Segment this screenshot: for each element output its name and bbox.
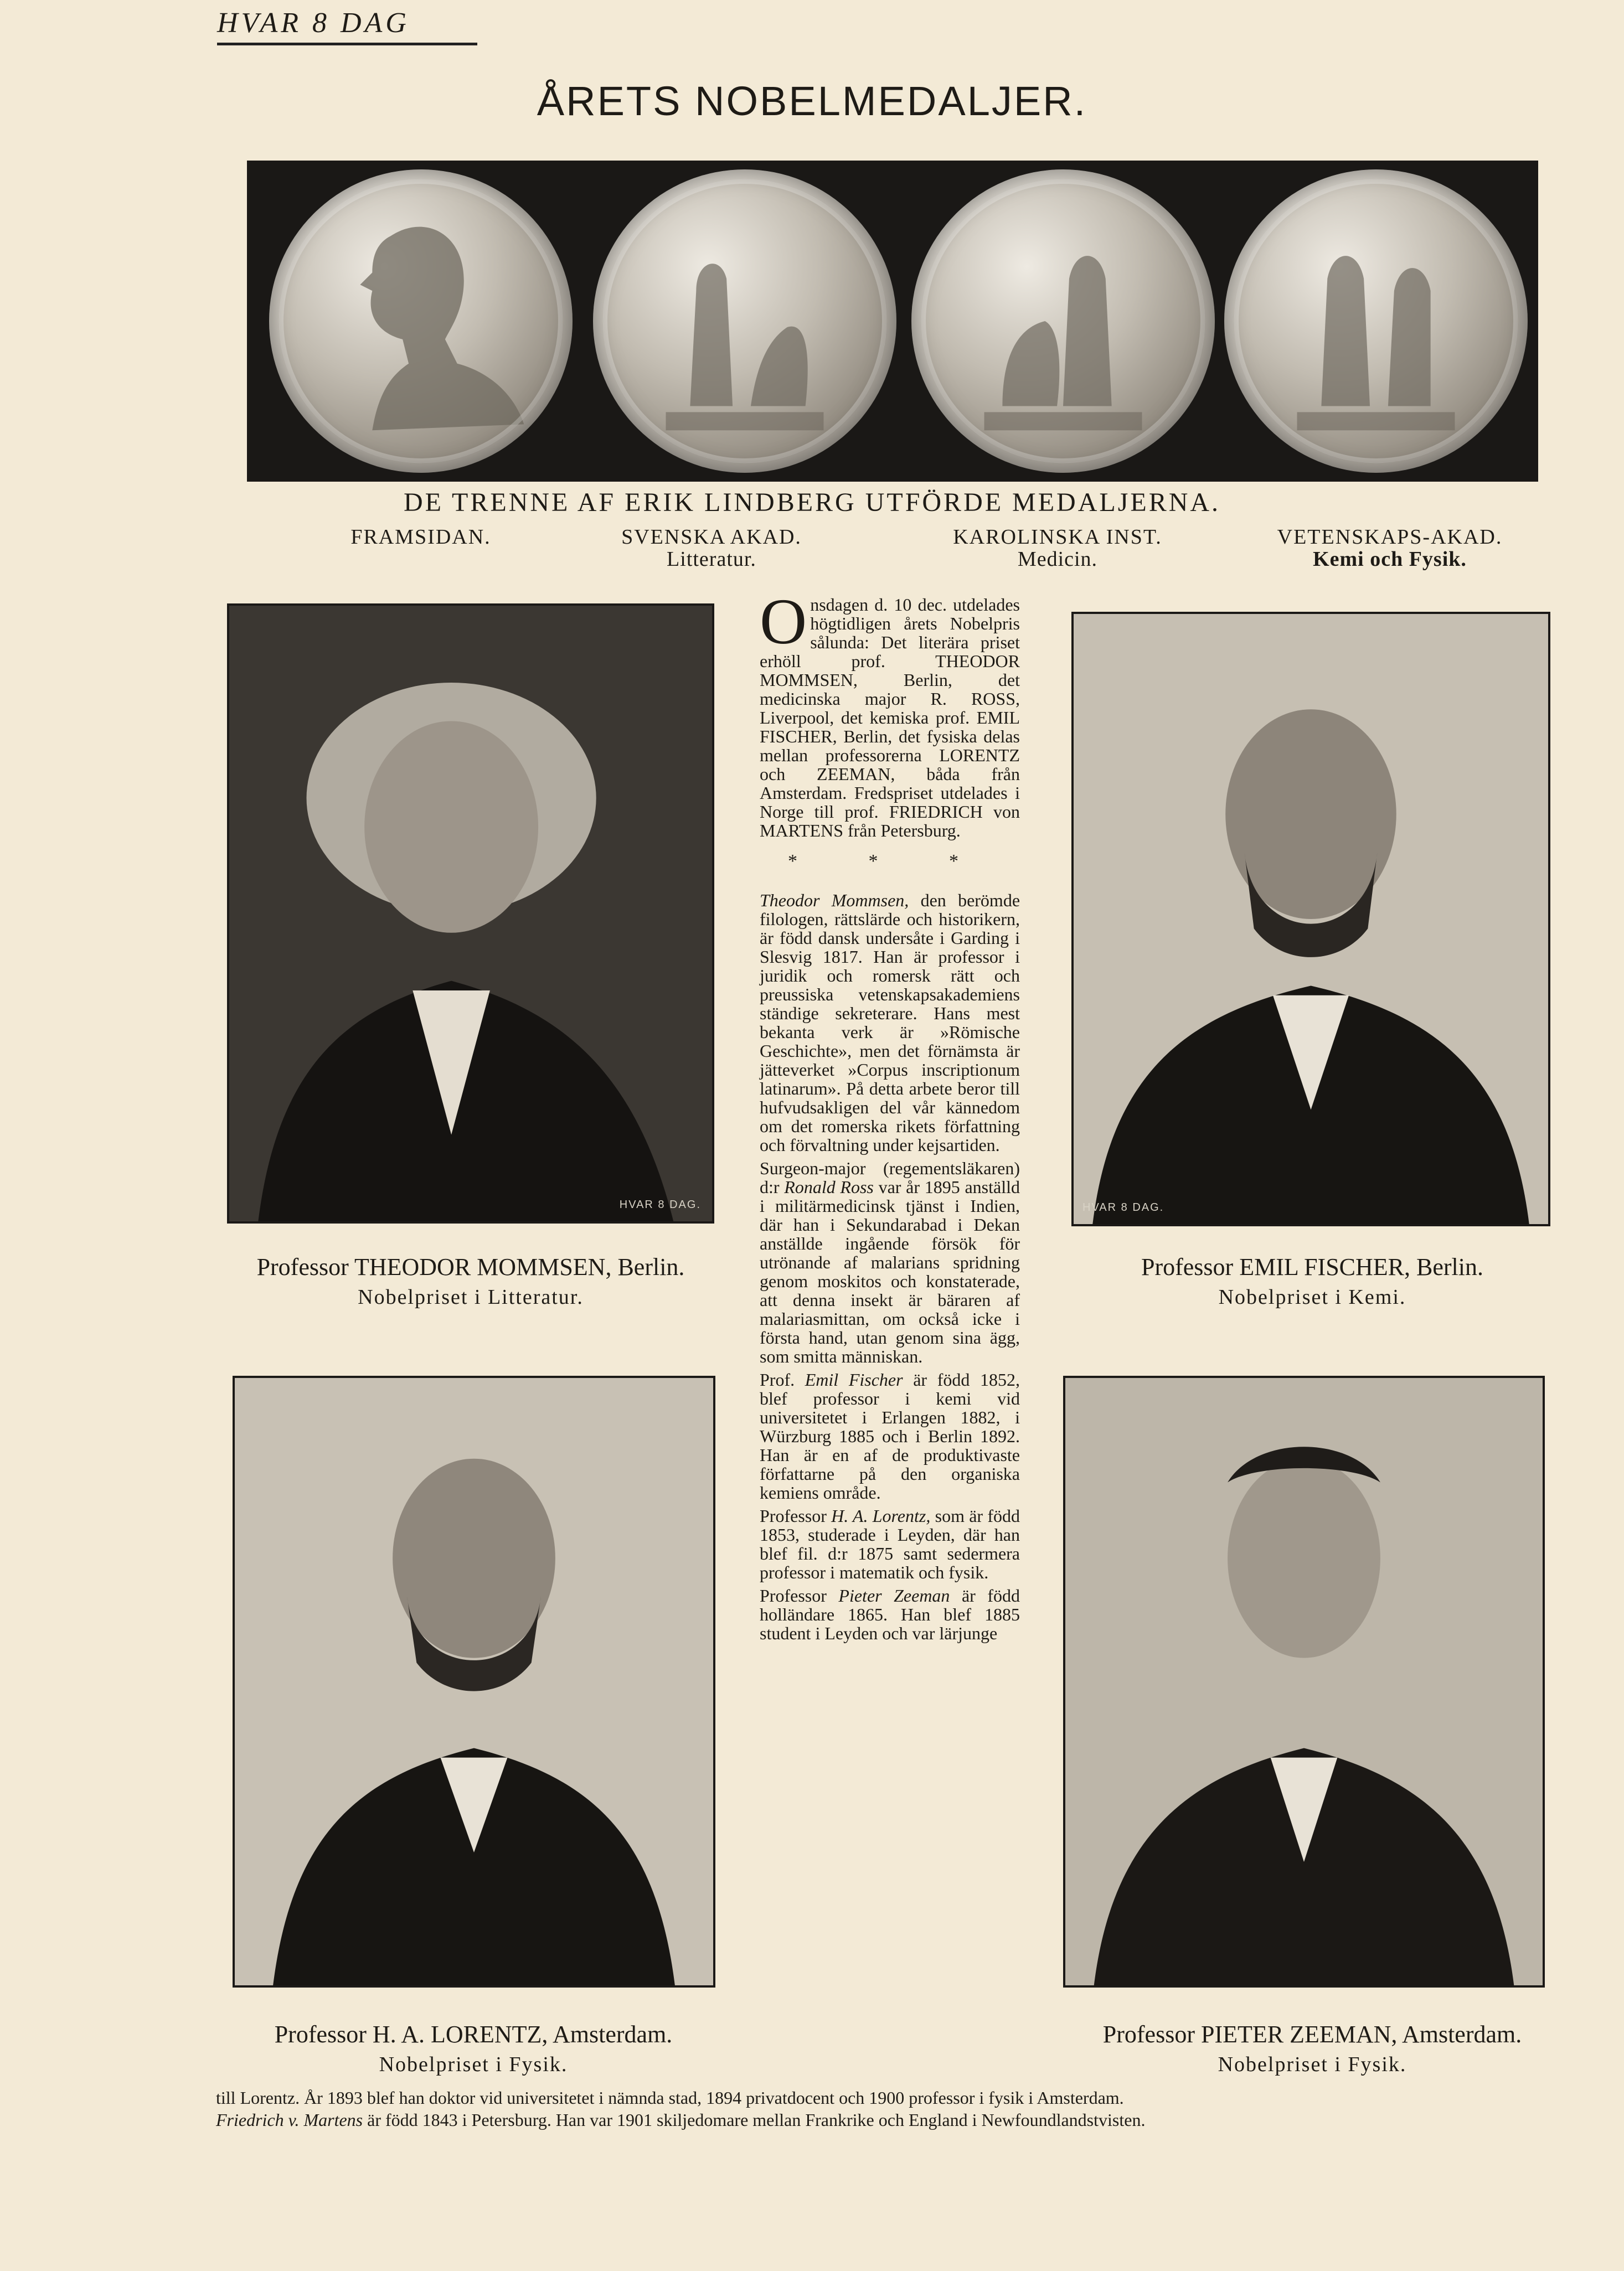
lorentz-prize: Nobelpriset i Fysik. (379, 2053, 568, 2076)
zeeman-pre: Professor (760, 1586, 827, 1606)
section-divider: * * * (788, 851, 992, 871)
fischer-paragraph (760, 1370, 1020, 1502)
article-intro (760, 585, 1020, 840)
medal-label-sub: Kemi och Fysik. (1313, 548, 1467, 571)
fischer-prize: Nobelpriset i Kemi. (1218, 1286, 1406, 1309)
fischer-pre: Prof. (760, 1370, 795, 1390)
medal-kemi-fysik-image (1224, 169, 1528, 473)
zeeman-photo (1063, 1376, 1545, 1988)
lorentz-name-italic: H. A. Lorentz, (831, 1506, 931, 1526)
mommsen-name: Professor THEODOR MOMMSEN, Berlin. (256, 1253, 685, 1281)
ross-text: var år 1895 anställd i militärmedicinsk tjänst i Indien, där han i Sekundarabad i Dekan anställde ingående försök för utrönande af malarians spridning genom moskitos och konstaterade, att denna insekt är bäraren af malariasmittan, om också icke i första hand, utan genom sina ägg, som smitta människan. (760, 1177, 1020, 1366)
medal-litteratur-image (593, 169, 896, 473)
fischer-name: Professor EMIL FISCHER, Berlin. (1141, 1253, 1484, 1281)
mommsen-photo (227, 603, 714, 1224)
mommsen-prize: Nobelpriset i Litteratur. (358, 1286, 584, 1309)
mommsen-caption (199, 1252, 742, 1312)
article-column (760, 585, 1020, 1647)
ross-pre: Surgeon-major (regementsläkaren) d:r (760, 1158, 1020, 1197)
zeeman-name: Professor PIETER ZEEMAN, Amsterdam. (1102, 2021, 1522, 2048)
lorentz-paragraph (760, 1506, 1020, 1582)
medal-label-kemi-fysik (1235, 526, 1545, 570)
medal-label-text: VETENSKAPS-AKAD. (1277, 525, 1503, 549)
medal-strip (247, 161, 1538, 482)
medal-label-litteratur (556, 526, 867, 570)
dropcap: O (760, 585, 807, 658)
medal-medicin-image (911, 169, 1215, 473)
footer-line-1: till Lorentz. År 1893 blef han doktor vid universitetet i nämnda stad, 1894 privatdocent och 1900 professor i fysik i Amsterdam. (216, 2088, 1124, 2108)
page-title: ÅRETS NOBELMEDALJER. (537, 78, 1087, 124)
ross-name-italic: Ronald Ross (784, 1177, 874, 1197)
medal-label-framsidan (266, 526, 576, 548)
zeeman-prize: Nobelpriset i Fysik. (1218, 2053, 1407, 2076)
medal-label-text: SVENSKA AKAD. (621, 525, 802, 549)
medal-label-medicin (903, 526, 1213, 570)
medal-label-sub: Medicin. (1017, 548, 1098, 571)
martens-name-italic: Friedrich v. Martens (216, 2110, 363, 2130)
mommsen-name-italic: Theodor Mommsen, (760, 890, 909, 910)
mommsen-text: den berömde filologen, rättslärde och historikern, är född dansk undersåte i Garding i Slesvig 1817. Han är professor i juridik och romersk rätt och preussiska vetenskapsakademiens ständige sekreterare. Hans mest bekanta verk är »Römische Geschichte», men det förnämsta är jätteverket »Corpus inscriptionum latinarum». På detta arbete beror till hufvudsakligen del vår kännedom om det romerska rikets författning och förvaltning under kejsartiden. (760, 890, 1020, 1155)
mommsen-paragraph (760, 891, 1020, 1154)
zeeman-text: är född holländare 1865. Han blef 1885 student i Leyden och var lärjunge (760, 1586, 1020, 1643)
lorentz-photo (233, 1376, 715, 1988)
lorentz-name: Professor H. A. LORENTZ, Amsterdam. (274, 2021, 673, 2048)
lorentz-pre: Professor (760, 1506, 827, 1526)
medal-label-sub: Litteratur. (667, 548, 756, 571)
intro-text: nsdagen d. 10 dec. utdelades högtidligen årets Nobelpris sålunda: Det literära priset erhöll prof. THEODOR MOMMSEN, Berlin, det medicinska major R. ROSS, Liverpool, det kemiska prof. EMIL FISCHER, Berlin, det fysiska delas mellan professorerna LORENTZ och ZEEMAN, båda från Amsterdam. Fredspriset utdelades i Norge till prof. FRIEDRICH von MARTENS från Petersburg. (760, 595, 1020, 840)
lorentz-caption (199, 2020, 747, 2079)
fischer-caption (1052, 1252, 1573, 1312)
medal-portrait-image (269, 169, 573, 473)
photo-watermark: HVAR 8 DAG. (619, 1199, 701, 1211)
photo-watermark: HVAR 8 DAG. (1082, 1201, 1164, 1214)
fischer-photo (1071, 612, 1550, 1226)
zeeman-caption (1052, 2020, 1573, 2079)
martens-text: är född 1843 i Petersburg. Han var 1901 skiljedomare mellan Frankrike och England i Newfoundlandstvisten. (367, 2110, 1146, 2130)
footer-line-2 (216, 2109, 1545, 2130)
medal-label-text: KAROLINSKA INST. (953, 525, 1162, 549)
lorentz-text: som är född 1853, studerade i Leyden, där han blef fil. d:r 1875 samt sedermera professor i matematik och fysik. (760, 1506, 1020, 1582)
ross-paragraph (760, 1159, 1020, 1366)
medal-heading: DE TRENNE AF ERIK LINDBERG UTFÖRDE MEDALJERNA. (403, 488, 1221, 517)
medal-label-text: FRAMSIDAN. (350, 525, 491, 549)
fischer-name-italic: Emil Fischer (805, 1370, 903, 1390)
fischer-text: är född 1852, blef professor i kemi vid universitetet i Erlangen 1882, i Würzburg 1885 och i Berlin 1892. Han är en af de produktivaste författarne på den organiska kemiens område. (760, 1370, 1020, 1503)
masthead: HVAR 8 DAG (217, 7, 477, 45)
zeeman-paragraph (760, 1586, 1020, 1643)
zeeman-name-italic: Pieter Zeeman (838, 1586, 950, 1606)
